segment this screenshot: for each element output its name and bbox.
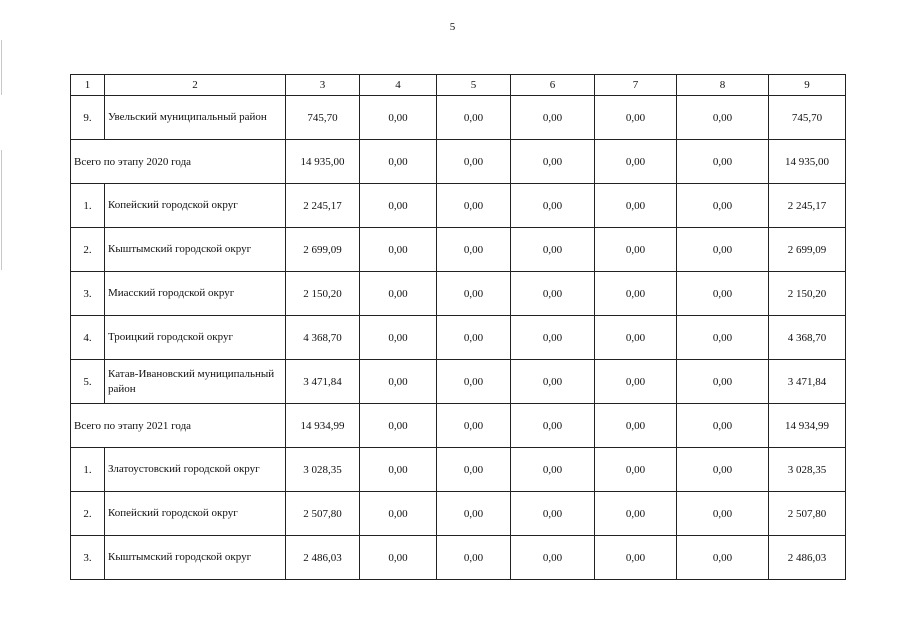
amount-cell: 745,70 — [769, 96, 846, 140]
amount-cell: 2 150,20 — [286, 272, 360, 316]
table-body — [71, 75, 846, 580]
amount-cell: 2 699,09 — [286, 228, 360, 272]
amount-cell: 2 699,09 — [769, 228, 846, 272]
stage-total-row — [71, 404, 846, 448]
stage-total-label: Всего по этапу 2021 года — [71, 404, 286, 448]
amount-cell: 745,70 — [286, 96, 360, 140]
amount-cell: 0,00 — [677, 228, 769, 272]
left-edge-mark — [1, 40, 2, 95]
stage-total-row — [71, 140, 846, 184]
amount-cell: 0,00 — [437, 316, 511, 360]
amount-cell: 0,00 — [437, 228, 511, 272]
amount-cell: 0,00 — [595, 272, 677, 316]
municipality-name: Кыштымский городской округ — [105, 536, 286, 580]
amount-cell: 0,00 — [511, 184, 595, 228]
amount-cell: 0,00 — [511, 536, 595, 580]
amount-cell: 0,00 — [360, 492, 437, 536]
municipality-name: Копейский городской округ — [105, 492, 286, 536]
table-row — [71, 96, 846, 140]
amount-cell: 14 935,00 — [769, 140, 846, 184]
table-row — [71, 492, 846, 536]
amount-cell: 2 507,80 — [769, 492, 846, 536]
amount-cell: 0,00 — [360, 272, 437, 316]
amount-cell: 0,00 — [437, 404, 511, 448]
row-number: 1. — [71, 184, 105, 228]
amount-cell: 2 507,80 — [286, 492, 360, 536]
municipality-name: Троицкий городской округ — [105, 316, 286, 360]
column-header: 4 — [360, 75, 437, 96]
table-row — [71, 360, 846, 404]
amount-cell: 2 150,20 — [769, 272, 846, 316]
municipality-name: Копейский городской округ — [105, 184, 286, 228]
row-number: 2. — [71, 228, 105, 272]
amount-cell: 3 028,35 — [286, 448, 360, 492]
amount-cell: 0,00 — [360, 96, 437, 140]
table-row — [71, 448, 846, 492]
amount-cell: 2 486,03 — [769, 536, 846, 580]
row-number: 9. — [71, 96, 105, 140]
amount-cell: 0,00 — [360, 536, 437, 580]
amount-cell: 0,00 — [511, 360, 595, 404]
amount-cell: 3 028,35 — [769, 448, 846, 492]
column-header: 3 — [286, 75, 360, 96]
amount-cell: 0,00 — [437, 360, 511, 404]
stage-total-label: Всего по этапу 2020 года — [71, 140, 286, 184]
amount-cell: 0,00 — [511, 448, 595, 492]
amount-cell: 2 486,03 — [286, 536, 360, 580]
column-header: 7 — [595, 75, 677, 96]
amount-cell: 0,00 — [595, 404, 677, 448]
amount-cell: 0,00 — [511, 492, 595, 536]
column-header: 2 — [105, 75, 286, 96]
amount-cell: 0,00 — [677, 404, 769, 448]
amount-cell: 0,00 — [360, 360, 437, 404]
amount-cell: 0,00 — [595, 492, 677, 536]
amount-cell: 4 368,70 — [286, 316, 360, 360]
amount-cell: 0,00 — [595, 96, 677, 140]
amount-cell: 0,00 — [677, 316, 769, 360]
amount-cell: 0,00 — [595, 316, 677, 360]
row-number: 2. — [71, 492, 105, 536]
amount-cell: 2 245,17 — [769, 184, 846, 228]
table-row — [71, 536, 846, 580]
amount-cell: 3 471,84 — [286, 360, 360, 404]
amount-cell: 0,00 — [437, 96, 511, 140]
amount-cell: 0,00 — [360, 316, 437, 360]
amount-cell: 0,00 — [677, 140, 769, 184]
table-row — [71, 228, 846, 272]
amount-cell: 0,00 — [437, 140, 511, 184]
amount-cell: 0,00 — [360, 404, 437, 448]
municipality-name: Увельский муниципальный район — [105, 96, 286, 140]
amount-cell: 0,00 — [360, 228, 437, 272]
amount-cell: 0,00 — [677, 536, 769, 580]
row-number: 3. — [71, 536, 105, 580]
amount-cell: 14 934,99 — [769, 404, 846, 448]
amount-cell: 0,00 — [360, 448, 437, 492]
amount-cell: 0,00 — [677, 96, 769, 140]
amount-cell: 0,00 — [360, 184, 437, 228]
amount-cell: 0,00 — [437, 272, 511, 316]
municipality-name: Кыштымский городской округ — [105, 228, 286, 272]
amount-cell: 0,00 — [595, 184, 677, 228]
municipality-name: Златоустовский городской округ — [105, 448, 286, 492]
amount-cell: 3 471,84 — [769, 360, 846, 404]
amount-cell: 2 245,17 — [286, 184, 360, 228]
amount-cell: 0,00 — [437, 184, 511, 228]
header-row — [71, 75, 846, 96]
amount-cell: 14 935,00 — [286, 140, 360, 184]
municipality-name: Миасский городской округ — [105, 272, 286, 316]
amount-cell: 0,00 — [511, 140, 595, 184]
amount-cell: 14 934,99 — [286, 404, 360, 448]
amount-cell: 0,00 — [595, 536, 677, 580]
table-row — [71, 184, 846, 228]
column-header: 1 — [71, 75, 105, 96]
amount-cell: 0,00 — [437, 492, 511, 536]
page-number: 5 — [449, 21, 456, 33]
municipality-name: Катав-Ивановский муниципальный район — [105, 360, 286, 404]
amount-cell: 0,00 — [511, 316, 595, 360]
column-header: 9 — [769, 75, 846, 96]
table-row — [71, 316, 846, 360]
amount-cell: 0,00 — [437, 448, 511, 492]
column-header: 8 — [677, 75, 769, 96]
amount-cell: 0,00 — [677, 448, 769, 492]
amount-cell: 0,00 — [511, 228, 595, 272]
amount-cell: 0,00 — [595, 448, 677, 492]
amount-cell: 0,00 — [677, 272, 769, 316]
amount-cell: 0,00 — [360, 140, 437, 184]
column-header: 5 — [437, 75, 511, 96]
row-number: 5. — [71, 360, 105, 404]
amount-cell: 0,00 — [677, 184, 769, 228]
amount-cell: 0,00 — [595, 360, 677, 404]
column-header: 6 — [511, 75, 595, 96]
amount-cell: 0,00 — [677, 360, 769, 404]
amount-cell: 4 368,70 — [769, 316, 846, 360]
row-number: 4. — [71, 316, 105, 360]
amount-cell: 0,00 — [677, 492, 769, 536]
row-number: 3. — [71, 272, 105, 316]
amount-cell: 0,00 — [437, 536, 511, 580]
row-number: 1. — [71, 448, 105, 492]
amount-cell: 0,00 — [595, 140, 677, 184]
left-edge-mark — [1, 150, 2, 270]
budget-table — [70, 74, 846, 580]
amount-cell: 0,00 — [511, 96, 595, 140]
amount-cell: 0,00 — [511, 404, 595, 448]
amount-cell: 0,00 — [595, 228, 677, 272]
table-row — [71, 272, 846, 316]
amount-cell: 0,00 — [511, 272, 595, 316]
